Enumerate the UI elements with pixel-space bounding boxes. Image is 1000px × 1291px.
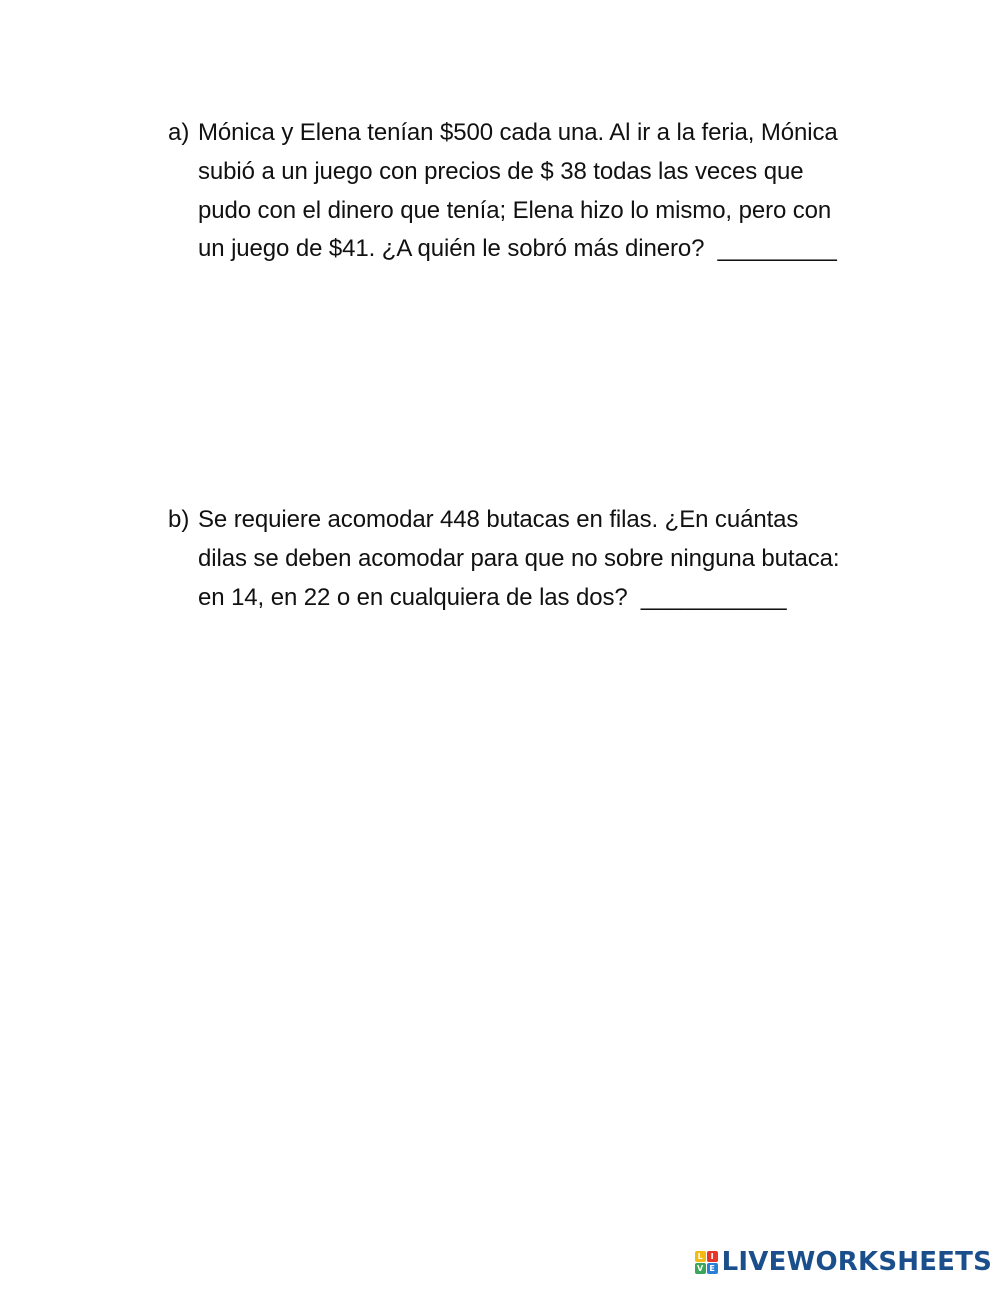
question-b-body (198, 501, 848, 617)
question-a-answer-blank[interactable]: _________ (711, 235, 837, 263)
logo-tile: V (695, 1263, 706, 1274)
question-a-body (198, 114, 848, 269)
question-a (168, 114, 848, 269)
brand-wordmark: LIVEWORKSHEETS (721, 1247, 992, 1277)
question-b-text: Se requiere acomodar 448 butacas en filas. ¿En cuántas dilas se deben acomodar para que no sobre ninguna butaca: en 14, en 22 o en cualquiera de las dos? (198, 506, 840, 611)
liveworksheets-brand (695, 1247, 992, 1277)
question-a-text: Mónica y Elena tenían $500 cada una. Al ir a la feria, Mónica subió a un juego con precios de $ 38 todas las veces que pudo con el dinero que tenía; Elena hizo lo mismo, pero con un juego de $41. ¿A quién le sobró más dinero? (198, 119, 838, 263)
logo-tile: I (707, 1251, 718, 1262)
question-b-label: b) (168, 506, 190, 533)
question-b-answer-blank[interactable]: ___________ (634, 583, 787, 611)
logo-tile: L (695, 1251, 706, 1262)
liveworksheets-logo-icon (695, 1251, 718, 1274)
question-b (168, 501, 848, 617)
question-a-label: a) (168, 119, 190, 146)
logo-tile: E (707, 1263, 718, 1274)
